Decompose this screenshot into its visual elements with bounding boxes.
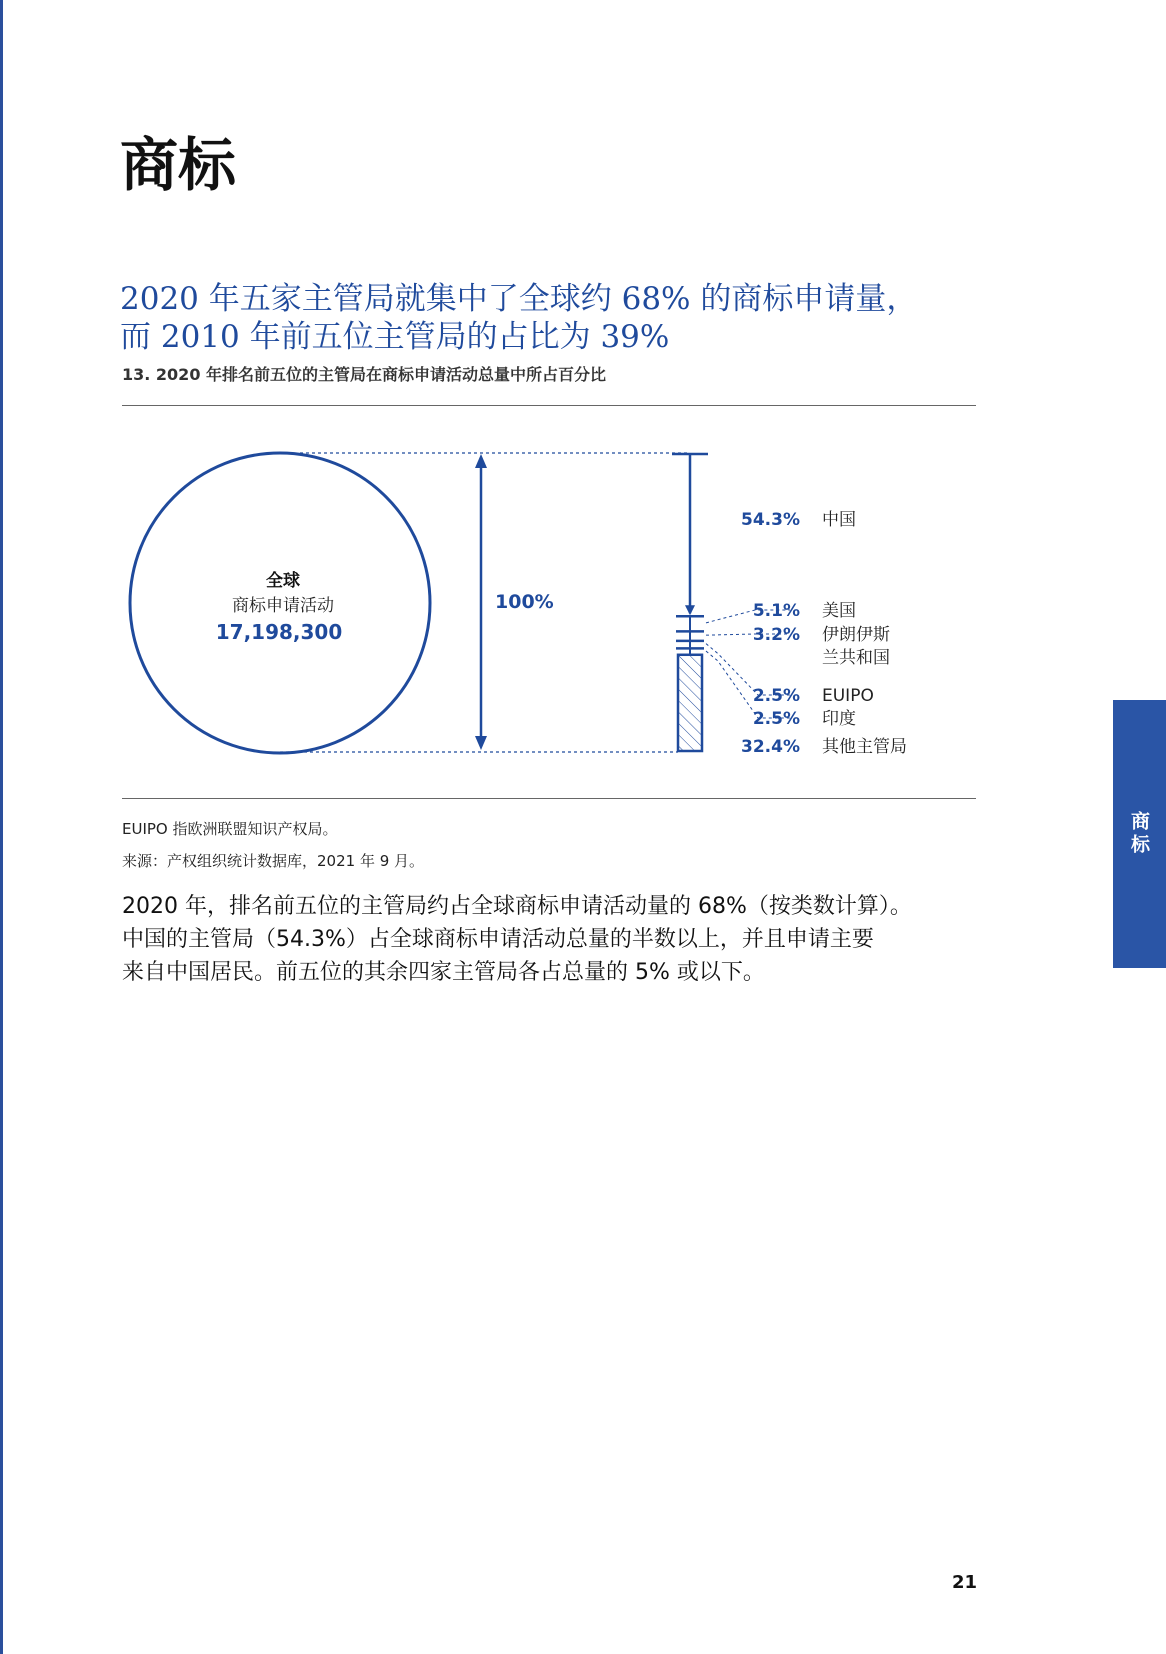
other-offices-bar — [678, 655, 702, 751]
category-label-3: EUIPO — [822, 686, 874, 706]
figure-bottom-rule — [122, 798, 976, 799]
body-paragraph — [122, 890, 992, 989]
figure-source: 来源：产权组织统计数据库，2021 年 9 月。 — [122, 852, 425, 870]
circle-label-line-1: 全球 — [266, 571, 300, 591]
total-arrow-head-down — [475, 736, 487, 750]
top-five-offices-chart — [0, 0, 1166, 800]
value-label-2: 3.2% — [752, 625, 800, 645]
section-side-tab[interactable] — [1113, 700, 1166, 968]
figure-caption: 13. 2020 年排名前五位的主管局在商标申请活动总量中所占百分比 — [122, 365, 607, 384]
value-label-1: 5.1% — [752, 601, 800, 621]
category-label-2-line-2: 兰共和国 — [822, 648, 890, 668]
value-label-4: 2.5% — [752, 709, 800, 729]
headline-line-2: 而 2010 年前五位主管局的占比为 39% — [120, 319, 670, 355]
headline-line-1: 2020 年五家主管局就集中了全球约 68% 的商标申请量， — [120, 281, 918, 317]
category-label-1: 美国 — [822, 601, 856, 621]
circle-label-line-2: 商标申请活动 — [232, 596, 334, 616]
china-arrow-head — [685, 605, 695, 615]
body-line-1: 2020 年，排名前五位的主管局约占全球商标申请活动量的 68%（按类数计算）。 — [122, 894, 912, 919]
circle-total-value: 17,198,300 — [215, 620, 343, 644]
value-label-5: 32.4% — [741, 737, 800, 757]
category-label-4: 印度 — [822, 709, 856, 729]
category-label-0: 中国 — [822, 510, 856, 530]
side-tab-label: 商标 — [1128, 811, 1150, 857]
stacked-share-column — [672, 454, 907, 757]
total-percent-label: 100% — [495, 591, 554, 613]
body-line-2: 中国的主管局（54.3%）占全球商标申请活动总量的半数以上，并且申请主要 — [122, 927, 874, 952]
value-label-0: 54.3% — [741, 510, 800, 530]
body-line-3: 来自中国居民。前五位的其余四家主管局各占总量的 5% 或以下。 — [122, 960, 765, 985]
page-number: 21 — [952, 1572, 978, 1593]
total-arrow-head-up — [475, 454, 487, 468]
value-label-3: 2.5% — [752, 686, 800, 706]
leader-line-4 — [706, 651, 790, 718]
category-label-2: 伊朗伊斯 — [822, 625, 890, 645]
figure-note: EUIPO 指欧洲联盟知识产权局。 — [122, 820, 338, 838]
page-title: 商标 — [120, 131, 237, 199]
category-label-5: 其他主管局 — [822, 737, 907, 757]
